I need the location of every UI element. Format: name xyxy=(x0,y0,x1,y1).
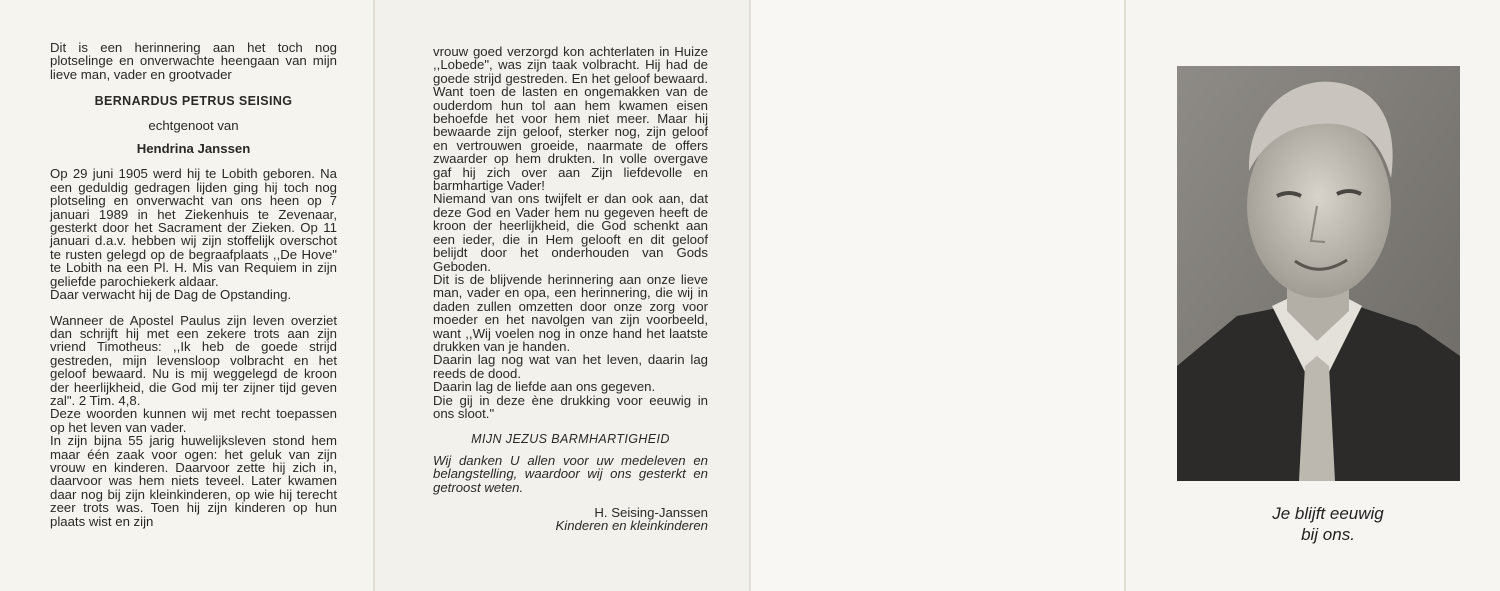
memorial-text-column-2 xyxy=(433,45,708,533)
poem-line: Daarin lag nog wat van het leven, daarin lag reeds de dood. xyxy=(433,352,708,381)
deceased-name: BERNARDUS PETRUS SEISING xyxy=(94,94,293,109)
biography-text: Op 29 juni 1905 werd hij te Lobith geboren. Na een geduldig gedragen lijden ging hij toch nog plotseling en onverwacht van ons heen op 7 januari 1989 in het Ziekenhuis te Zevenaar, gesterkt door het Sacrament der Zieken. Op 11 januari d.a.v. hebben wij zijn stoffelijk overschot te rusten gelegd op de begraafplaats ,,De Hove" te Lobith na een Pl. H. Mis van Requiem in zijn geliefde parochiekerk aldaar. xyxy=(50,166,337,289)
spouse-label: echtgenoot van xyxy=(148,117,239,133)
portrait-photo xyxy=(1177,66,1460,481)
signature-name: H. Seising-Janssen xyxy=(594,505,708,520)
poem-line: Die gij in deze ène drukking voor eeuwig in ons sloot." xyxy=(433,392,708,421)
signature-family: Kinderen en kleinkinderen xyxy=(555,518,708,534)
intro-text: Dit is een herinnering aan het toch nog plotselinge en onverwachte heengaan van mijn lieve man, vader en grootvader xyxy=(50,40,337,82)
caption-line-1: Je blijft eeuwig xyxy=(1272,504,1384,523)
herinnering-text: Dit is de blijvende herinnering aan onze lieve man, vader en opa, een herinnering, die wij in daden zullen omzetten door onze zorg voor moeder en het navolgen van zijn voorbeeld, want ,,Wij voelen nog in onze hand het laatste drukken van je handen. xyxy=(433,271,708,354)
fold-line xyxy=(749,0,751,591)
biography-closing: Daar verwacht hij de Dag de Opstanding. xyxy=(50,287,292,303)
poem-line: Daarin lag de liefde aan ons gegeven. xyxy=(433,379,656,395)
caption-line-2: bij ons. xyxy=(1301,525,1355,544)
continued-text: vrouw goed verzorgd kon achterlaten in Huize ,,Lobede", was zijn taak volbracht. Hij had de goede strijd gestreden. En het geloof bewaard. Want toen de lasten en ongemakken van de ouderdom hun tol aan hem kwamen eisen behoefde het voor hem niet meer. Maar hij bewaarde zijn geloof, sterker nog, zijn geloof en vertrouwen groeide, naarmate de offers zwaarder op hem drukten. In volle overgave gaf hij zich over aan Zijn liefdevolle en barmhartige Vader! xyxy=(433,44,708,194)
prayer-line: MIJN JEZUS BARMHARTIGHEID xyxy=(471,432,670,447)
marriage-text: In zijn bijna 55 jarig huwelijksleven stond hem maar één zaak voor ogen: het geluk van zijn vrouw en kinderen. Daarvoor zette hij zich in, daarvoor was hem niets teveel. Later kwamen daar nog bij zijn kleinkinderen, op wie hij terecht zeer trots was. Toen hij zijn kinderen op hun plaats wist en zijn xyxy=(50,433,337,529)
memorial-text-column-1 xyxy=(50,41,337,528)
fold-line xyxy=(373,0,375,591)
blank-panel xyxy=(750,0,1125,591)
application-text: Deze woorden kunnen wij met recht toepassen op het leven van vader. xyxy=(50,406,337,435)
memorial-caption xyxy=(1178,503,1478,545)
niemand-text: Niemand van ons twijfelt er dan ook aan, dat deze God en Vader hem nu gegeven heeft de kroon der heerlijkheid, die God schenkt aan een ieder, die in Hem gelooft en dit geloof belijdt door het onderhouden van Gods Geboden. xyxy=(433,191,708,274)
portrait-photo-image xyxy=(1177,66,1460,481)
spouse-name: Hendrina Janssen xyxy=(136,141,251,157)
fold-line xyxy=(1124,0,1126,591)
paulus-quote: Wanneer de Apostel Paulus zijn leven overziet dan schrijft hij met een zekere trots aan zijn vriend Timotheus: ,,Ik heb de goede strijd gestreden, mijn levensloop volbracht en het geloof bewaard. Nu is mij weggelegd de kroon der heerlijkheid, die God mij ter zijner tijd geven zal". 2 Tim. 4,8. xyxy=(50,312,337,408)
thanks-text: Wij danken U allen voor uw medeleven en belangstelling, waardoor wij ons gesterkt en getroost weten. xyxy=(433,452,708,495)
